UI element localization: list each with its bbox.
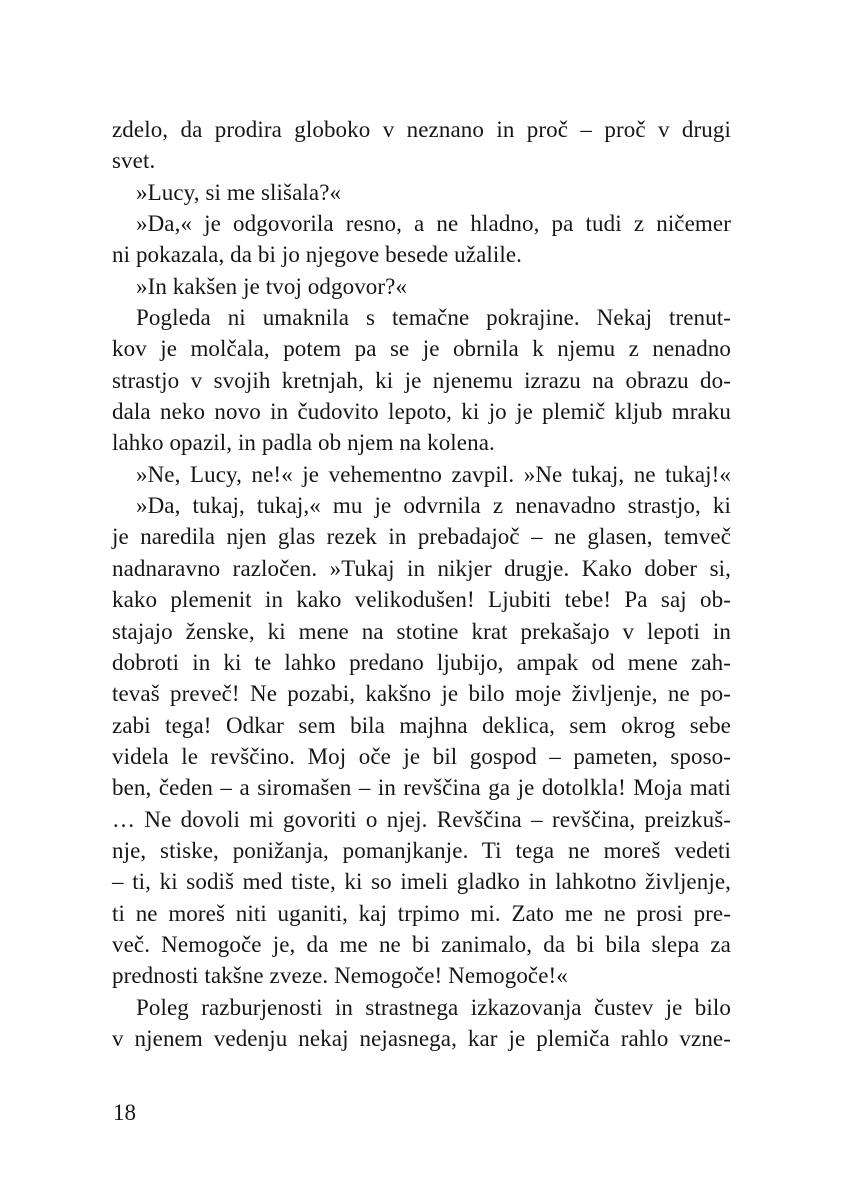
text-line: stajajo ženske, ki mene na stotine krat prekašajo v lepoti in [112,618,731,644]
text-line: je naredila njen glas rezek in prebadajoč – ne glasen, temveč [112,524,731,550]
text-line: prednosti takšne zveze. Nemogoče! Nemogoče!« [112,963,568,989]
text-line: zabi tega! Odkar sem bila majhna deklica, sem okrog sebe [112,712,731,738]
text-line: strastjo v svojih kretnjah, ki je njenemu izrazu na obrazu do- [112,367,731,393]
text-line: tevaš preveč! Ne pozabi, kakšno je bilo moje življenje, ne po- [112,681,731,707]
text-line: več. Nemogoče je, da me ne bi zanimalo, da bi bila slepa za [112,931,731,957]
text-line: »Lucy, si me slišala?« [136,179,342,205]
text-line: zdelo, da prodira globoko v neznano in proč – proč v drugi [112,117,731,142]
text-line: »In kakšen je tvoj odgovor?« [136,273,408,299]
text-line: nadnaravno razločen. »Tukaj in nikjer drugje. Kako dober si, [112,555,731,581]
text-line: »Ne, Lucy, ne!« je vehementno zavpil. »Ne tukaj, ne tukaj!« [136,461,731,487]
text-line: dobroti in ki te lahko predano ljubijo, ampak od mene zah- [112,649,731,675]
text-line: dala neko novo in čudovito lepoto, ki jo je plemič kljub mraku [112,399,731,425]
text-line: Pogleda ni umaknila s temačne pokrajine. Nekaj trenut- [136,305,731,331]
text-line: »Da, tukaj, tukaj,« mu je odvrnila z nenavadno strastjo, ki [136,493,731,519]
text-line: v njenem vedenju nekaj nejasnega, kar je plemiča rahlo vzne- [112,1025,731,1051]
text-line: nje, stiske, ponižanja, pomanjkanje. Ti tega ne moreš vedeti [112,837,731,863]
text-line: »Da,« je odgovorila resno, a ne hladno, pa tudi z ničemer [136,211,731,237]
body-text [112,114,731,1054]
text-line: ti ne moreš niti uganiti, kaj trpimo mi. Zato me ne prosi pre- [112,900,731,926]
text-line: kako plemenit in kako velikodušen! Ljubiti tebe! Pa saj ob- [112,587,731,613]
text-line: svet. [112,148,156,174]
text-line: – ti, ki sodiš med tiste, ki so imeli gladko in lahkotno življenje, [112,869,731,895]
text-line: lahko opazil, in padla ob njem na kolena. [112,430,495,456]
text-line: Poleg razburjenosti in strastnega izkazovanja čustev je bilo [136,994,731,1020]
text-line: ben, čeden – a siromašen – in revščina ga je dotolkla! Moja mati [112,775,731,801]
text-line: … Ne dovoli mi govoriti o njej. Revščina – revščina, preizkuš- [112,806,731,832]
text-line: ni pokazala, da bi jo njegove besede užalile. [112,242,523,268]
page-number: 18 [113,1100,136,1125]
text-line: videla le revščino. Moj oče je bil gospod – pameten, sposo- [112,743,731,769]
text-line: kov je molčala, potem pa se je obrnila k njemu z nenadno [112,336,731,362]
